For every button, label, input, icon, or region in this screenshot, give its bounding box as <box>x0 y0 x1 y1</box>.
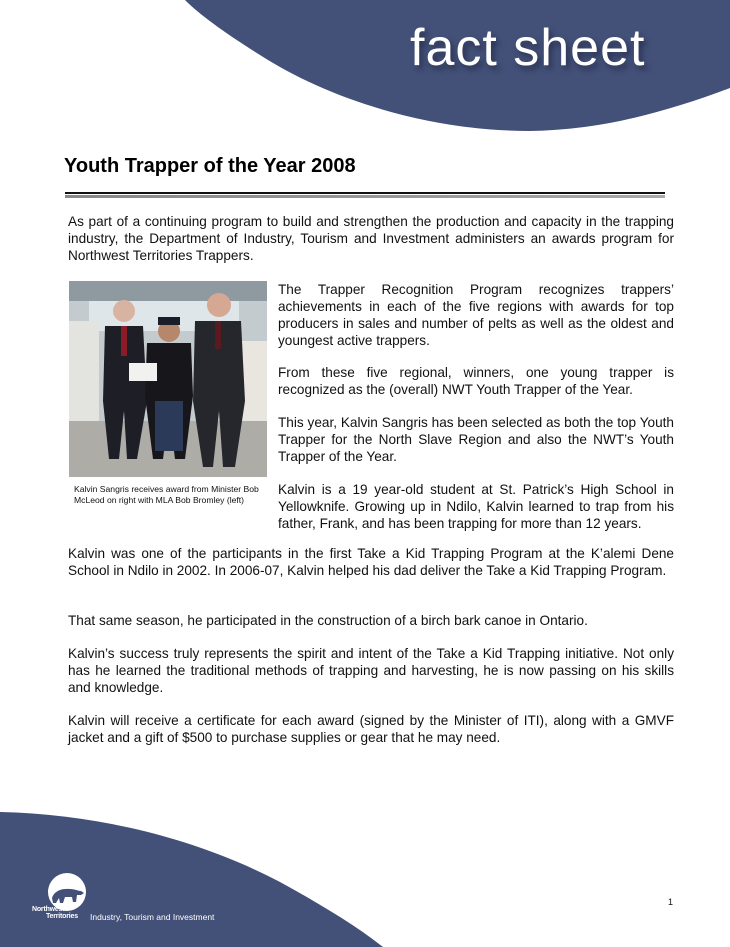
photo-caption: Kalvin Sangris receives award from Minister Bob McLeod on right with MLA Bob Bromley (left) <box>74 484 259 505</box>
program-paragraph: The Trapper Recognition Program recognizes trappers’ achievements in each of the five regions with awards for top producers in sales and number of pelts as well as the oldest and youngest active trappers. <box>278 282 674 348</box>
department-name: Industry, Tourism and Investment <box>90 912 215 922</box>
award-photo <box>69 281 267 477</box>
page-title: Youth Trapper of the Year 2008 <box>64 155 356 177</box>
page-number: 1 <box>668 897 674 907</box>
student-paragraph: Kalvin is a 19 year-old student at St. Patrick’s High School in Yellowknife. Growing up in Ndilo, Kalvin learned to trap from his father, Frank, and has been trapping for more than 12 years. <box>278 482 674 531</box>
fact-sheet-label: fact sheet <box>410 19 646 77</box>
participation-paragraph: Kalvin was one of the participants in the first Take a Kid Trapping Program at the K’alemi Dene School in Ndilo in 2002. In 2006-07, Kalvin helped his dad deliver the Take a Kid Trapping Program. <box>68 546 674 578</box>
logo-northwest-text: Northwest <box>32 906 65 913</box>
photo-illustration <box>69 281 267 477</box>
intro-paragraph: As part of a continuing program to build and strengthen the production and capacity in the trapping industry, the Department of Industry, Tourism and Investment administers an awards program for Northwest Territories Trappers. <box>68 214 674 263</box>
canoe-paragraph: That same season, he participated in the construction of a birch bark canoe in Ontario. <box>68 613 588 628</box>
logo-territories-text: Territories <box>46 913 78 920</box>
selection-paragraph: This year, Kalvin Sangris has been selected as both the top Youth Trapper for the North Slave Region and also the NWT’s Youth Trapper of the Year. <box>278 415 674 464</box>
success-paragraph: Kalvin’s success truly represents the spirit and intent of the Take a Kid Trapping initiative. Not only has he learned the traditional methods of trapping and harvesting, he is now passing on his skills and knowledge. <box>68 646 674 695</box>
title-divider <box>65 192 665 198</box>
reward-paragraph: Kalvin will receive a certificate for each award (signed by the Minister of ITI), along with a GMVF jacket and a gift of $500 to purchase supplies or gear that he may need. <box>68 713 674 745</box>
regional-winners-paragraph: From these five regional, winners, one young trapper is recognized as the (overall) NWT Youth Trapper of the Year. <box>278 365 674 397</box>
